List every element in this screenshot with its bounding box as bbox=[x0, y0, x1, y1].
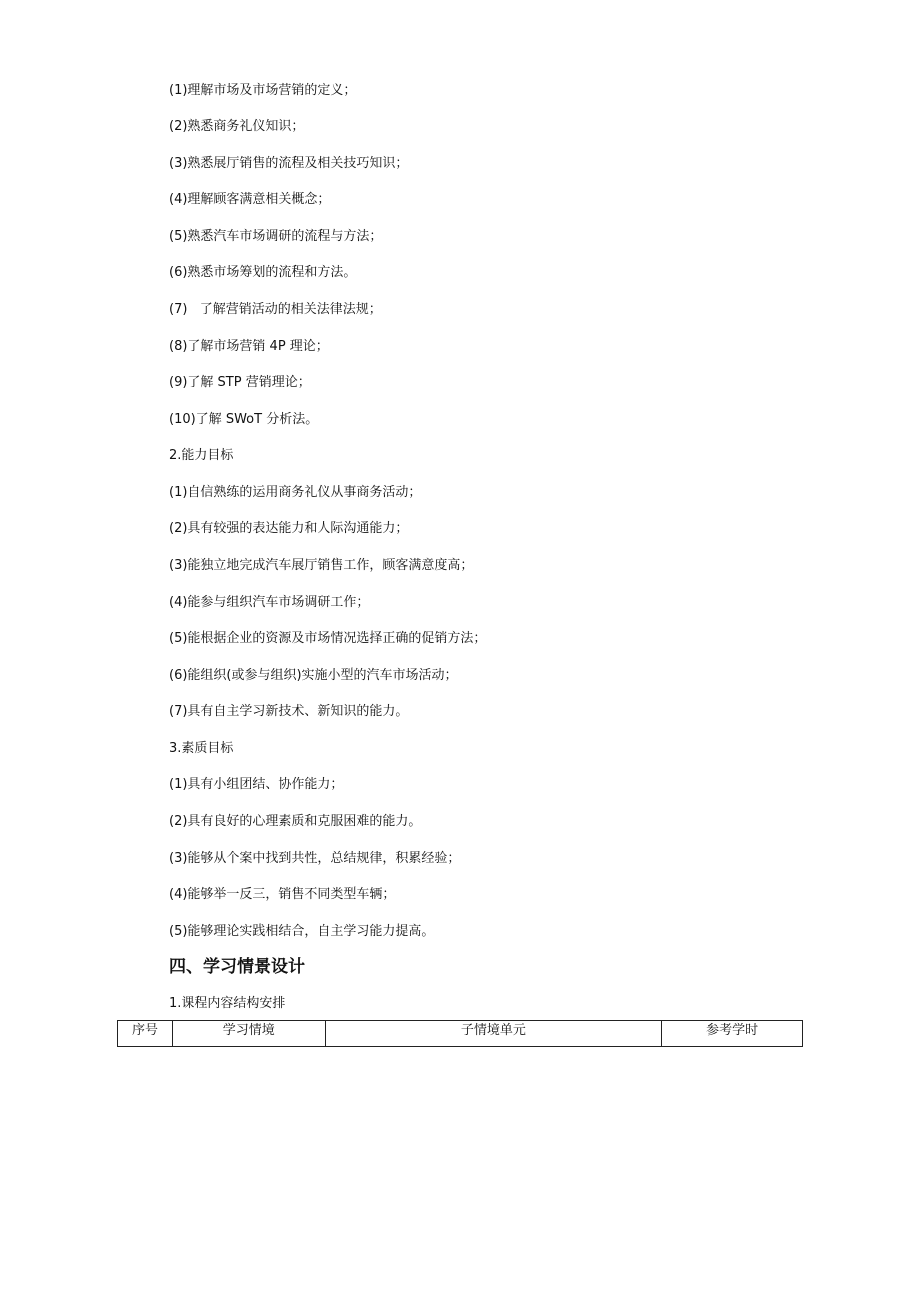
knowledge-item-6: (6)熟悉市场筹划的流程和方法。 bbox=[169, 265, 357, 280]
header-cell-reference-hours: 参考学时 bbox=[662, 1021, 803, 1047]
quality-heading: 3.素质目标 bbox=[169, 741, 234, 756]
header-cell-index: 序号 bbox=[118, 1021, 173, 1047]
header-cell-sub-context-unit: 子情境单元 bbox=[325, 1021, 661, 1047]
quality-item-2: (2)具有良好的心理素质和克服困难的能力。 bbox=[169, 814, 422, 829]
ability-item-3: (3)能独立地完成汽车展厅销售工作，顾客满意度高； bbox=[169, 558, 474, 573]
knowledge-item-4: (4)理解顾客满意相关概念； bbox=[169, 192, 331, 207]
table-caption: 1.课程内容结构安排 bbox=[169, 996, 286, 1011]
knowledge-item-7: (7) 了解营销活动的相关法律法规； bbox=[169, 302, 382, 317]
ability-item-2: (2)具有较强的表达能力和人际沟通能力； bbox=[169, 521, 409, 536]
ability-item-7: (7)具有自主学习新技术、新知识的能力。 bbox=[169, 704, 409, 719]
knowledge-item-9: (9)了解 STP 营销理论； bbox=[169, 375, 311, 390]
quality-item-4: (4)能够举一反三，销售不同类型车辆； bbox=[169, 887, 396, 902]
ability-item-4: (4)能参与组织汽车市场调研工作； bbox=[169, 595, 370, 610]
header-cell-learning-context: 学习情境 bbox=[172, 1021, 325, 1047]
quality-item-5: (5)能够理论实践相结合，自主学习能力提高。 bbox=[169, 924, 435, 939]
ability-item-6: (6)能组织(或参与组织)实施小型的汽车市场活动； bbox=[169, 668, 458, 683]
quality-item-3: (3)能够从个案中找到共性，总结规律，积累经验； bbox=[169, 851, 461, 866]
quality-item-1: (1)具有小组团结、协作能力； bbox=[169, 777, 344, 792]
course-structure-table bbox=[117, 1020, 803, 1047]
knowledge-item-2: (2)熟悉商务礼仪知识； bbox=[169, 119, 305, 134]
knowledge-item-8: (8)了解市场营销 4P 理论； bbox=[169, 339, 329, 354]
ability-item-5: (5)能根据企业的资源及市场情况选择正确的促销方法； bbox=[169, 631, 487, 646]
ability-item-1: (1)自信熟练的运用商务礼仪从事商务活动； bbox=[169, 485, 422, 500]
section-title: 四、学习情景设计 bbox=[169, 957, 305, 977]
knowledge-item-3: (3)熟悉展厅销售的流程及相关技巧知识； bbox=[169, 156, 409, 171]
knowledge-item-5: (5)熟悉汽车市场调研的流程与方法； bbox=[169, 229, 383, 244]
knowledge-item-10: (10)了解 SWoT 分析法。 bbox=[169, 412, 319, 427]
table-header-row bbox=[118, 1021, 803, 1047]
knowledge-item-1: (1)理解市场及市场营销的定义； bbox=[169, 83, 357, 98]
ability-heading: 2.能力目标 bbox=[169, 448, 234, 463]
